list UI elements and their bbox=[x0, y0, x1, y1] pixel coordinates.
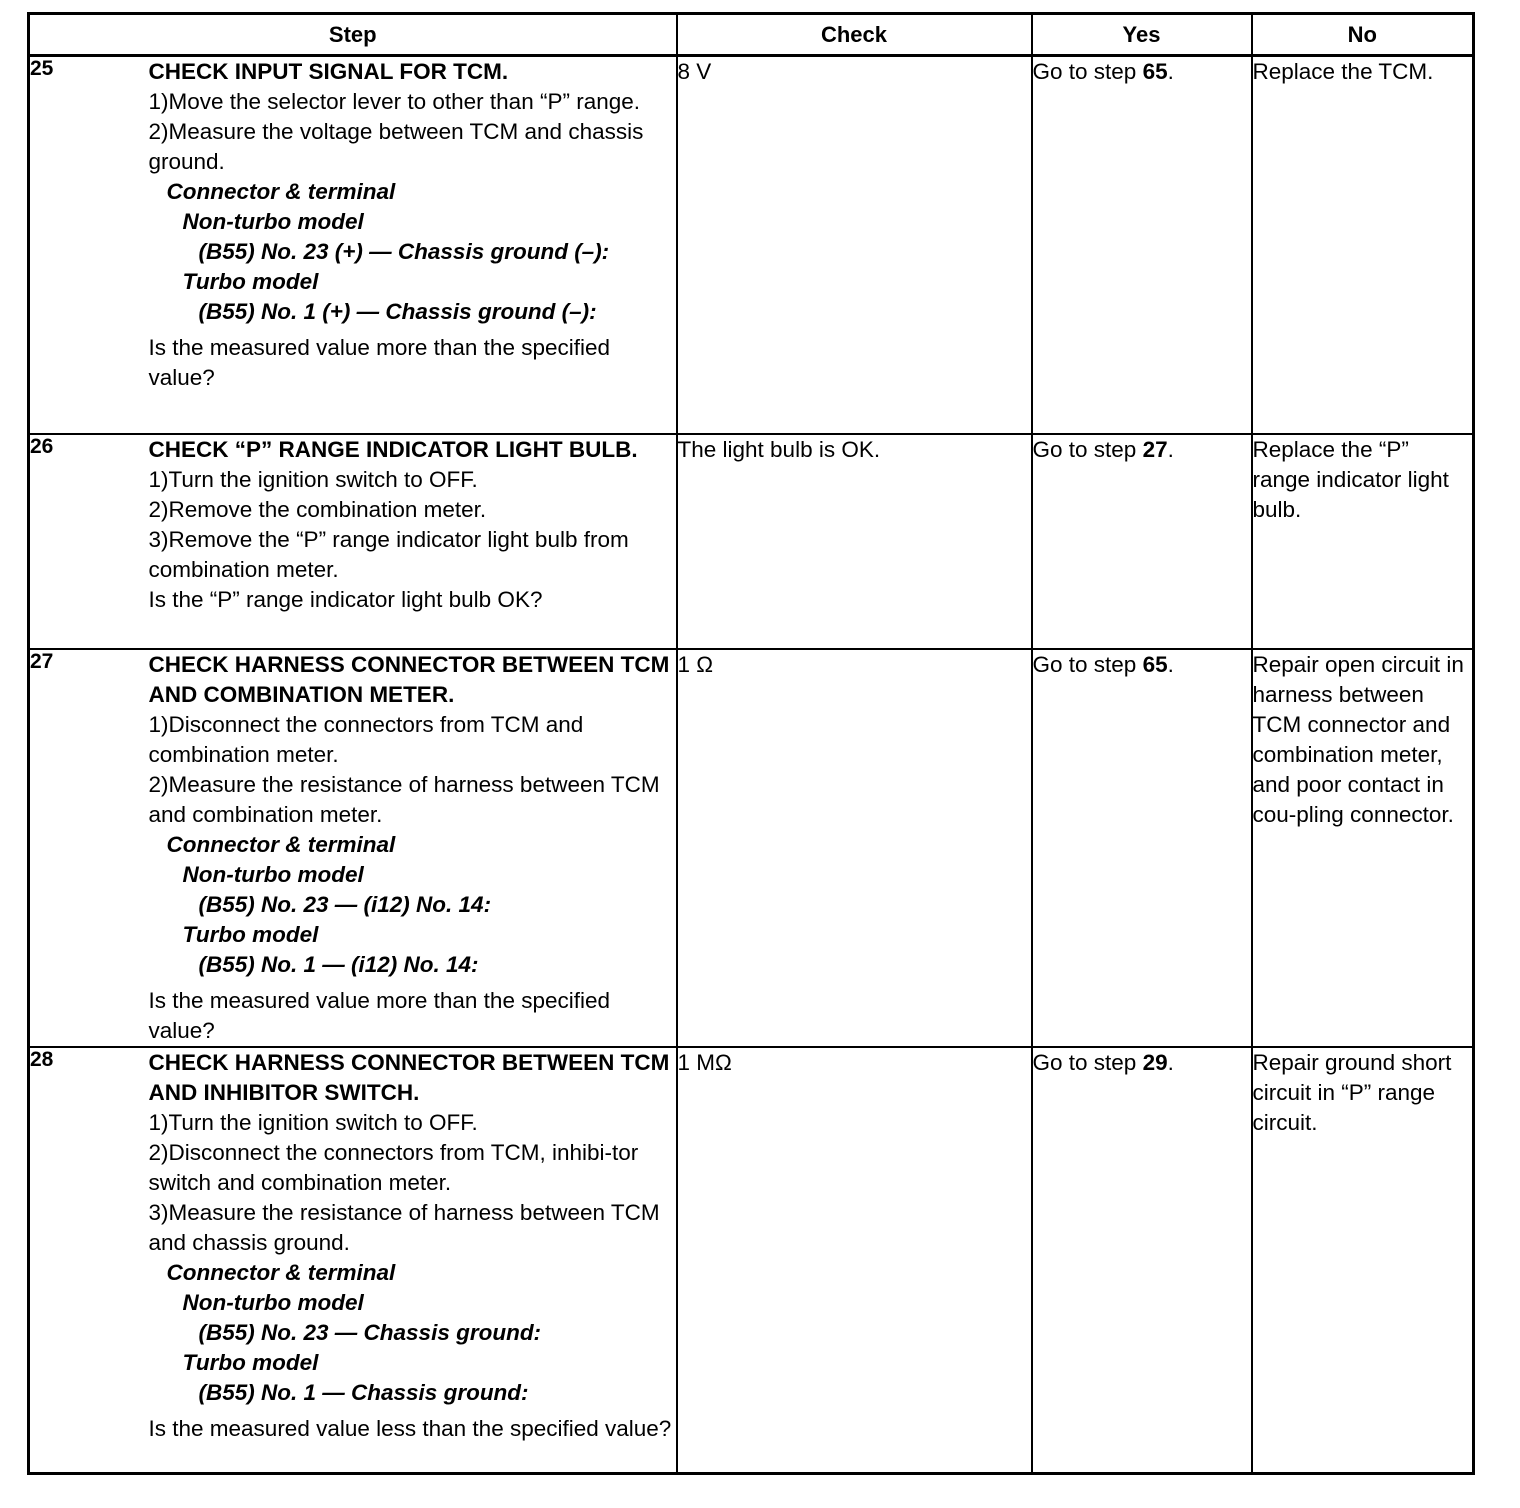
step-line: 2)Measure the resistance of harness between TCM and combination meter. bbox=[148, 772, 660, 827]
table-row-25 bbox=[29, 56, 1474, 435]
yes-step-number: 27 bbox=[1142, 437, 1168, 462]
step-title: CHECK HARNESS CONNECTOR BETWEEN TCM AND INHIBITOR SWITCH. bbox=[148, 1050, 670, 1105]
step-question: Is the measured value more than the specified value? bbox=[148, 335, 611, 390]
step-cell bbox=[149, 56, 677, 435]
step-question: Is the measured value more than the specified value? bbox=[148, 988, 611, 1043]
step-title: CHECK HARNESS CONNECTOR BETWEEN TCM AND COMBINATION METER. bbox=[148, 652, 670, 707]
diagnostic-table bbox=[27, 12, 1475, 1475]
step-title: CHECK “P” RANGE INDICATOR LIGHT BULB. bbox=[148, 437, 638, 462]
step-line: 2)Measure the voltage between TCM and chassis ground. bbox=[148, 119, 644, 174]
no-action: Repair ground short circuit in “P” range circuit. bbox=[1252, 1047, 1474, 1474]
model-label: Turbo model bbox=[182, 1350, 319, 1375]
yes-action: Go to step 65. bbox=[1032, 649, 1252, 1047]
step-line: 1)Turn the ignition switch to OFF. bbox=[148, 467, 478, 492]
connector-label: Connector & terminal bbox=[166, 1260, 396, 1285]
check-value: 8 V bbox=[677, 56, 1032, 435]
step-question: Is the “P” range indicator light bulb OK? bbox=[148, 587, 543, 612]
yes-step-number: 65 bbox=[1142, 652, 1168, 677]
no-action: Repair open circuit in harness between TCM connector and combination meter, and poor contact in cou-pling connector. bbox=[1252, 649, 1474, 1047]
header-no: No bbox=[1252, 14, 1474, 56]
header-step: Step bbox=[29, 14, 677, 56]
model-label: Non-turbo model bbox=[182, 1290, 364, 1315]
no-action: Replace the “P” range indicator light bulb. bbox=[1252, 434, 1474, 649]
step-cell bbox=[149, 1047, 677, 1474]
header-row bbox=[29, 14, 1474, 56]
terminal-spec: (B55) No. 1 — Chassis ground: bbox=[198, 1380, 529, 1405]
table-row-26 bbox=[29, 434, 1474, 649]
yes-action: Go to step 27. bbox=[1032, 434, 1252, 649]
table-row-27 bbox=[29, 649, 1474, 1047]
yes-prefix: Go to step bbox=[1032, 1050, 1143, 1075]
step-question: Is the measured value less than the specified value? bbox=[148, 1416, 672, 1441]
step-line: 2)Disconnect the connectors from TCM, inhibi-tor switch and combination meter. bbox=[148, 1140, 639, 1195]
model-label: Turbo model bbox=[182, 922, 319, 947]
terminal-spec: (B55) No. 23 — Chassis ground: bbox=[198, 1320, 542, 1345]
model-label: Non-turbo model bbox=[182, 862, 364, 887]
step-number: 28 bbox=[29, 1047, 149, 1474]
step-line: 2)Remove the combination meter. bbox=[148, 497, 487, 522]
step-cell bbox=[149, 649, 677, 1047]
table-row-28 bbox=[29, 1047, 1474, 1474]
yes-step-number: 65 bbox=[1142, 59, 1168, 84]
step-number: 26 bbox=[29, 434, 149, 649]
step-line: 3)Measure the resistance of harness between TCM and chassis ground. bbox=[148, 1200, 660, 1255]
yes-action: Go to step 65. bbox=[1032, 56, 1252, 435]
yes-action: Go to step 29. bbox=[1032, 1047, 1252, 1474]
header-check: Check bbox=[677, 14, 1032, 56]
check-value: The light bulb is OK. bbox=[677, 434, 1032, 649]
check-value: 1 Ω bbox=[677, 649, 1032, 1047]
model-label: Non-turbo model bbox=[182, 209, 364, 234]
yes-step-number: 29 bbox=[1142, 1050, 1168, 1075]
step-line: 1)Turn the ignition switch to OFF. bbox=[148, 1110, 478, 1135]
step-line: 3)Remove the “P” range indicator light bulb from combination meter. bbox=[148, 527, 629, 582]
terminal-spec: (B55) No. 1 — (i12) No. 14: bbox=[198, 952, 479, 977]
connector-label: Connector & terminal bbox=[166, 179, 396, 204]
step-number: 25 bbox=[29, 56, 149, 435]
step-cell bbox=[149, 434, 677, 649]
model-label: Turbo model bbox=[182, 269, 319, 294]
check-value: 1 MΩ bbox=[677, 1047, 1032, 1474]
yes-prefix: Go to step bbox=[1032, 652, 1143, 677]
step-number: 27 bbox=[29, 649, 149, 1047]
terminal-spec: (B55) No. 23 — (i12) No. 14: bbox=[198, 892, 492, 917]
no-action: Replace the TCM. bbox=[1252, 56, 1474, 435]
connector-label: Connector & terminal bbox=[166, 832, 396, 857]
header-yes: Yes bbox=[1032, 14, 1252, 56]
yes-prefix: Go to step bbox=[1032, 437, 1143, 462]
terminal-spec: (B55) No. 23 (+) — Chassis ground (–): bbox=[198, 239, 610, 264]
terminal-spec: (B55) No. 1 (+) — Chassis ground (–): bbox=[198, 299, 597, 324]
step-line: 1)Move the selector lever to other than “P” range. bbox=[148, 89, 640, 114]
yes-prefix: Go to step bbox=[1032, 59, 1143, 84]
step-line: 1)Disconnect the connectors from TCM and combination meter. bbox=[148, 712, 584, 767]
step-title: CHECK INPUT SIGNAL FOR TCM. bbox=[148, 59, 509, 84]
